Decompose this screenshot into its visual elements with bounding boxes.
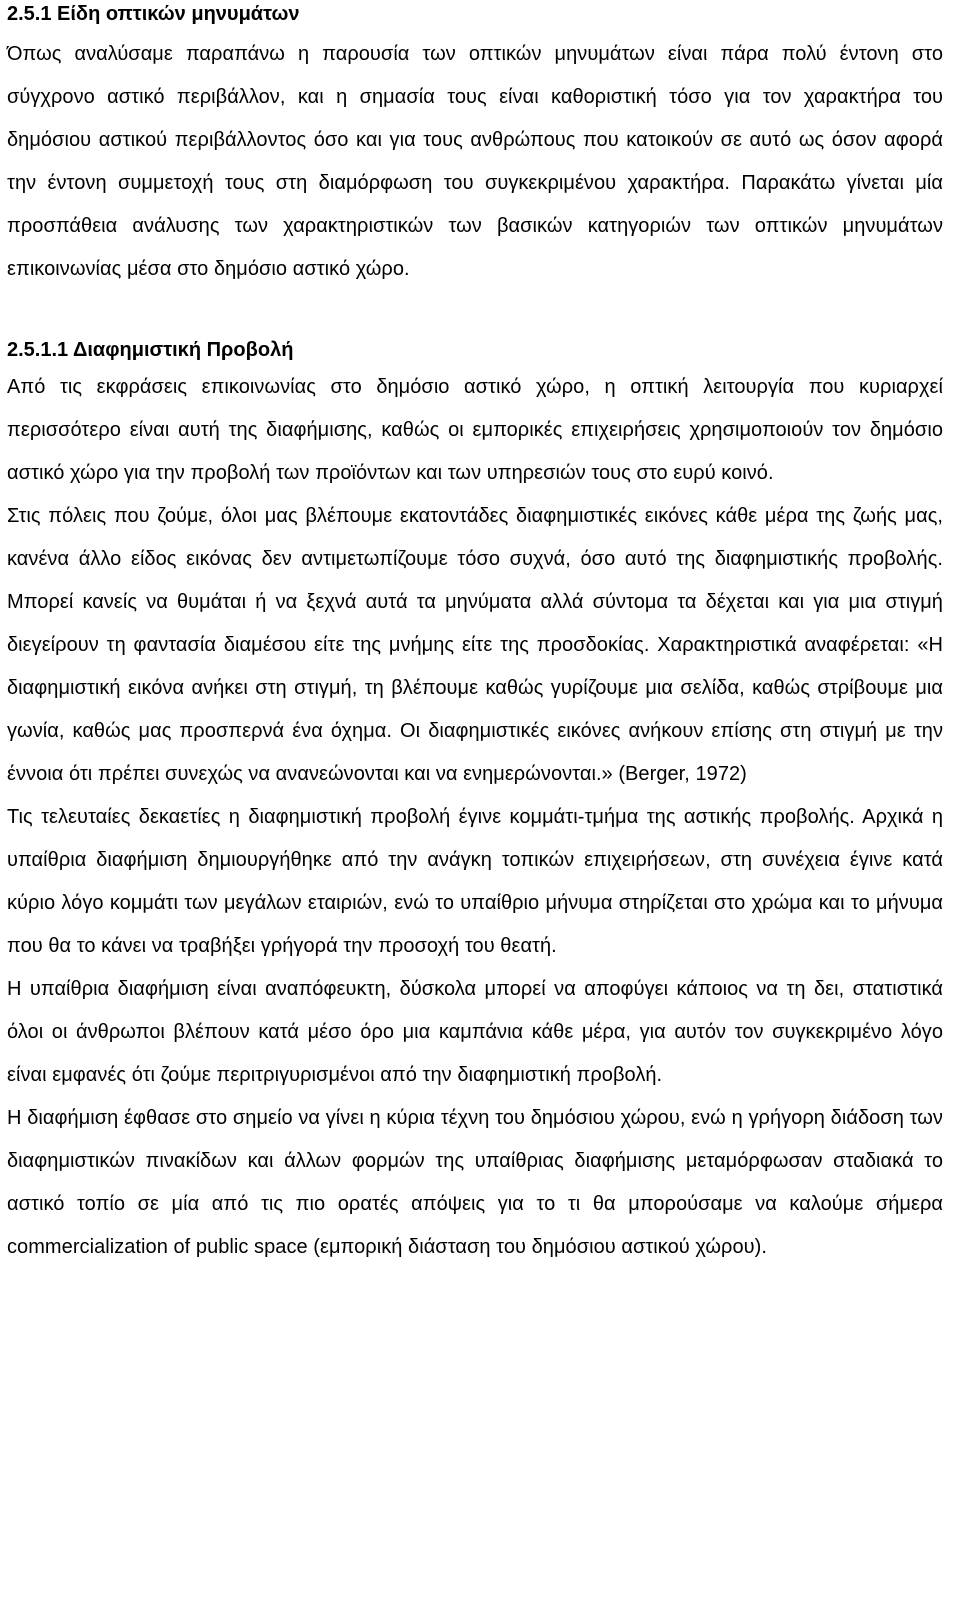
body-paragraph: Η διαφήμιση έφθασε στο σημείο να γίνει η κύρια τέχνη του δημόσιου χώρου, ενώ η γρήγορη διάδοση των διαφημιστικών πινακίδων και άλλων φορμών της υπαίθριας διαφήμισης μεταμόρφωσαν σταδιακά το αστικό τοπίο σε μία από τις πιο ορατές απόψεις για το τι θα μπορούσαμε να καλούμε σήμερα commercialization of public space (εμπορική διάσταση του δημόσιου αστικού χώρου). xyxy=(7,1107,943,1258)
body-paragraph: Τις τελευταίες δεκαετίες η διαφημιστική προβολή έγινε κομμάτι-τμήμα της αστικής προβολής. Αρχικά η υπαίθρια διαφήμιση δημιουργήθηκε από την ανάγκη τοπικών επιχειρήσεων, στη συνέχεια έγινε κατά κύριο λόγο κομμάτι των μεγάλων εταιριών, ενώ το υπαίθριο μήνυμα στηρίζεται στο χρώμα και το μήνυμα που θα το κάνει να τραβήξει γρήγορά την προσοχή του θεατή. xyxy=(7,806,943,957)
paragraph-gap xyxy=(7,291,943,334)
subsection-heading: 2.5.1.1 Διαφημιστική Προβολή xyxy=(7,339,294,361)
document-page xyxy=(7,0,943,1269)
intro-paragraph: Όπως αναλύσαμε παραπάνω η παρουσία των οπτικών μηνυμάτων είναι πάρα πολύ έντονη στο σύγχρονο αστικό περιβάλλον, και η σημασία τους είναι καθοριστική τόσο για τον χαρακτήρα του δημόσιου αστικού περιβάλλοντος όσο και για τους ανθρώπους που κατοικούν σε αυτό ως όσον αφορά την έντονη συμμετοχή τους στη διαμόρφωση του συγκεκριμένου χαρακτήρα. Παρακάτω γίνεται μία προσπάθεια ανάλυσης των χαρακτηριστικών των βασικών κατηγοριών των οπτικών μηνυμάτων επικοινωνίας μέσα στο δημόσιο αστικό χώρο. xyxy=(7,43,943,280)
body-paragraph: Στις πόλεις που ζούμε, όλοι μας βλέπουμε εκατοντάδες διαφημιστικές εικόνες κάθε μέρα της ζωής μας, κανένα άλλο είδος εικόνας δεν αντιμετωπίζουμε τόσο συχνά, όσο αυτό της διαφημιστικής προβολής. Μπορεί κανείς να θυμάται ή να ξεχνά αυτά τα μηνύματα αλλά σύντομα τα δέχεται και για μια στιγμή διεγείρουν τη φαντασία διαμέσου είτε της μνήμης είτε της προσδοκίας. Χαρακτηριστικά αναφέρεται: «Η διαφημιστική εικόνα ανήκει στη στιγμή, τη βλέπουμε καθώς γυρίζουμε μια σελίδα, καθώς στρίβουμε μια γωνία, καθώς μας προσπερνά ένα όχημα. Οι διαφημιστικές εικόνες ανήκουν επίσης στη στιγμή με την έννοια ότι πρέπει συνεχώς να ανανεώνονται και να ενημερώνονται.» (Berger, 1972) xyxy=(7,505,943,785)
body-paragraph: Από τις εκφράσεις επικοινωνίας στο δημόσιο αστικό χώρο, η οπτική λειτουργία που κυριαρχεί περισσότερο είναι αυτή της διαφήμισης, καθώς οι εμπορικές επιχειρήσεις χρησιμοποιούν τον δημόσιο αστικό χώρο για την προβολή των προϊόντων και των υπηρεσιών τους στο ευρύ κοινό. xyxy=(7,376,943,484)
body-paragraph: Η υπαίθρια διαφήμιση είναι αναπόφευκτη, δύσκολα μπορεί να αποφύγει κάποιος να τη δει, στατιστικά όλοι οι άνθρωποι βλέπουν κατά μέσο όρο μια καμπάνια κάθε μέρα, για αυτόν τον συγκεκριμένο λόγο είναι εμφανές ότι ζούμε περιτριγυρισμένοι από την διαφημιστική προβολή. xyxy=(7,978,943,1086)
section-heading: 2.5.1 Είδη οπτικών μηνυμάτων xyxy=(7,3,300,25)
